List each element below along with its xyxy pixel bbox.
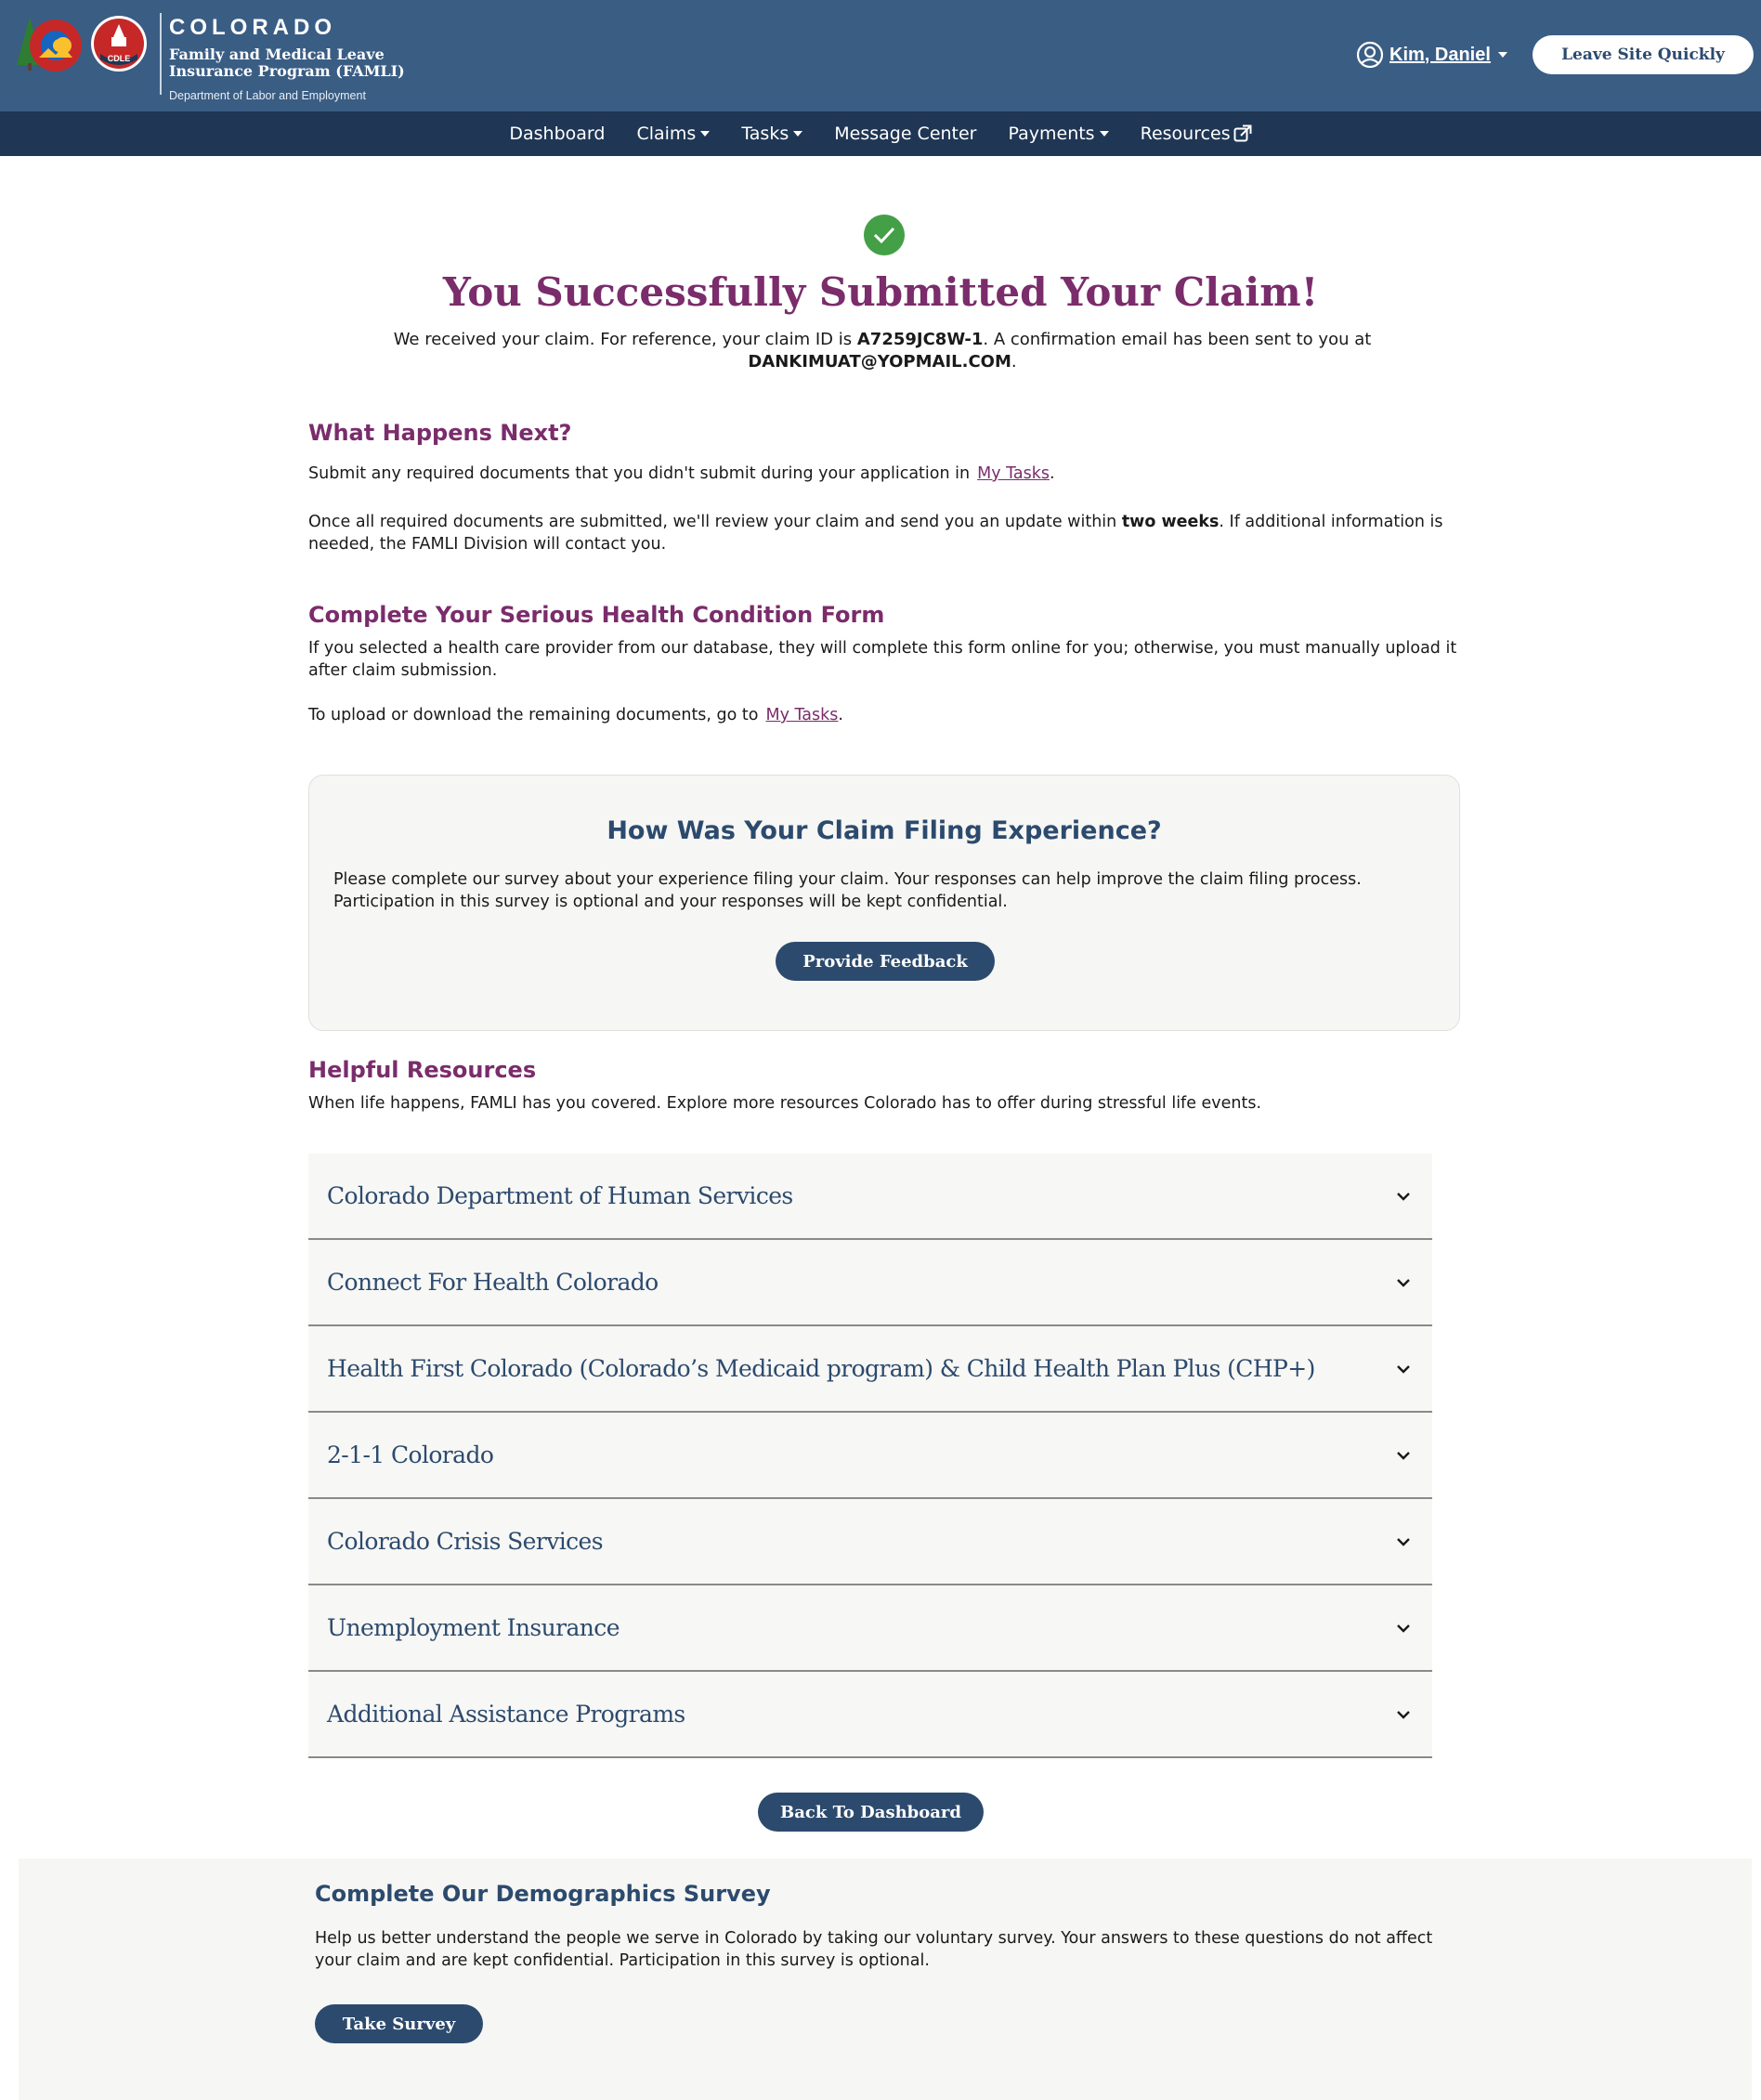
health-para-1: If you selected a health care provider from our database, they will complete this form online for you; otherwise, you must manually upload it after claim submission. <box>308 639 1457 680</box>
chevron-down-icon <box>1393 1359 1414 1379</box>
accordion-item-label: Additional Assistance Programs <box>327 1701 685 1728</box>
take-survey-button[interactable]: Take Survey <box>315 2004 483 2043</box>
what-happens-next-section <box>308 420 1460 555</box>
external-link-icon <box>1233 124 1252 143</box>
health-condition-heading: Complete Your Serious Health Condition Form <box>308 602 885 628</box>
accordion-item-label: Health First Colorado (Colorado’s Medicaid program) & Child Health Plan Plus (CHP+) <box>327 1355 1315 1382</box>
confirmation-text-start: We received your claim. For reference, your claim ID is <box>393 330 857 349</box>
logo-text <box>169 13 405 102</box>
nav-tasks-label: Tasks <box>741 124 789 144</box>
next-para-1-end: . <box>1050 464 1055 483</box>
back-to-dashboard-button[interactable]: Back To Dashboard <box>758 1793 984 1832</box>
my-tasks-link[interactable]: My Tasks <box>977 464 1050 483</box>
nav-payments-label: Payments <box>1008 124 1095 144</box>
confirmation-email: DANKIMUAT@YOPMAIL.COM <box>748 352 1011 372</box>
main-nav <box>0 111 1761 156</box>
nav-dashboard-label: Dashboard <box>509 124 606 144</box>
accordion-item[interactable] <box>308 1154 1432 1240</box>
next-para-2 <box>308 511 1460 555</box>
cdle-badge: CDLE <box>107 54 131 63</box>
chevron-down-icon <box>700 131 710 137</box>
logo-program-line2: Insurance Program (FAMLI) <box>169 62 405 80</box>
chevron-down-icon <box>1393 1704 1414 1725</box>
confirmation-text-end: . <box>1011 352 1017 372</box>
chevron-down-icon <box>1393 1186 1414 1207</box>
chevron-down-icon <box>793 131 802 137</box>
nav-claims[interactable] <box>636 124 710 144</box>
health-para-2 <box>308 704 1460 726</box>
user-circle-icon <box>1356 41 1384 69</box>
confirmation-text-middle: . A confirmation email has been sent to you at <box>983 330 1372 349</box>
next-para-1 <box>308 463 1460 485</box>
leave-site-quickly-button[interactable]: Leave Site Quickly <box>1533 35 1754 74</box>
feedback-title: How Was Your Claim Filing Experience? <box>607 816 1162 845</box>
accordion-item[interactable] <box>308 1499 1432 1585</box>
next-para-2-start: Once all required documents are submitted, we'll review your claim and send you an update within <box>308 513 1122 531</box>
provide-feedback-button[interactable]: Provide Feedback <box>776 942 995 981</box>
accordion-item[interactable] <box>308 1413 1432 1499</box>
nav-tasks[interactable] <box>741 124 802 144</box>
nav-message-center-label: Message Center <box>834 124 977 144</box>
success-check-icon <box>864 215 905 255</box>
helpful-resources-section <box>308 1057 1460 1115</box>
demographics-text: Help us better understand the people we serve in Colorado by taking our voluntary survey. Your answers to these questions do not affect your claim and are kept confidential. Participation in this survey is optional. <box>315 1929 1433 1970</box>
user-menu[interactable] <box>1356 41 1507 69</box>
accordion-item[interactable] <box>308 1585 1432 1672</box>
chevron-down-icon <box>1393 1532 1414 1552</box>
chevron-down-icon <box>1393 1272 1414 1293</box>
feedback-card <box>308 775 1460 1031</box>
claim-id: A7259JC8W-1 <box>856 330 984 349</box>
nav-message-center[interactable] <box>834 124 976 144</box>
accordion-item-label: 2-1-1 Colorado <box>327 1441 494 1468</box>
accordion-item-label: Colorado Department of Human Services <box>327 1182 793 1209</box>
colorado-logo-icon <box>15 13 154 78</box>
logo-department: Department of Labor and Employment <box>169 89 366 102</box>
demographics-survey-section <box>19 1859 1752 2100</box>
health-para-2-end: . <box>838 706 843 724</box>
what-happens-next-heading: What Happens Next? <box>308 420 572 446</box>
logo-divider <box>160 13 162 95</box>
logo-state: COLORADO <box>169 15 336 40</box>
demographics-title: Complete Our Demographics Survey <box>315 1881 771 1907</box>
accordion-item[interactable] <box>308 1240 1432 1326</box>
chevron-down-icon <box>1100 131 1109 137</box>
nav-dashboard[interactable] <box>509 124 605 144</box>
page-title: You Successfully Submitted Your Claim! <box>442 269 1319 315</box>
chevron-down-icon <box>1393 1618 1414 1638</box>
helpful-resources-text: When life happens, FAMLI has you covered. Explore more resources Colorado has to offer during stressful life events. <box>308 1094 1262 1113</box>
nav-claims-label: Claims <box>636 124 697 144</box>
health-para-2-text: To upload or download the remaining documents, go to <box>308 706 759 724</box>
confirmation-text <box>372 329 1393 373</box>
chevron-down-icon <box>1393 1445 1414 1466</box>
famli-logo[interactable] <box>15 13 405 102</box>
accordion-item[interactable] <box>308 1672 1432 1758</box>
resources-accordion <box>308 1154 1432 1758</box>
logo-program-line1: Family and Medical Leave <box>169 46 385 63</box>
accordion-item[interactable] <box>308 1326 1432 1413</box>
logo-program <box>169 46 405 80</box>
chevron-down-icon <box>1498 52 1507 58</box>
user-name[interactable]: Kim, Daniel <box>1389 44 1491 65</box>
nav-resources[interactable] <box>1141 124 1252 144</box>
accordion-item-label: Unemployment Insurance <box>327 1614 620 1641</box>
next-para-1-text: Submit any required documents that you didn't submit during your application in <box>308 464 971 483</box>
logo-marks <box>15 13 154 78</box>
nav-resources-label: Resources <box>1140 124 1231 144</box>
next-para-2-end: . If additional information is needed, the FAMLI Division will contact you. <box>308 513 1443 554</box>
health-condition-section <box>308 602 1460 726</box>
feedback-text: Please complete our survey about your experience filing your claim. Your responses can help improve the claim filing process. Participation in this survey is optional and your responses will be kept confidential. <box>333 870 1362 911</box>
accordion-item-label: Connect For Health Colorado <box>327 1269 659 1296</box>
accordion-item-label: Colorado Crisis Services <box>327 1528 603 1555</box>
next-para-2-bold: two weeks <box>1121 513 1220 531</box>
helpful-resources-heading: Helpful Resources <box>308 1057 537 1083</box>
my-tasks-link[interactable]: My Tasks <box>765 706 839 724</box>
nav-payments[interactable] <box>1009 124 1109 144</box>
site-header <box>0 0 1761 111</box>
